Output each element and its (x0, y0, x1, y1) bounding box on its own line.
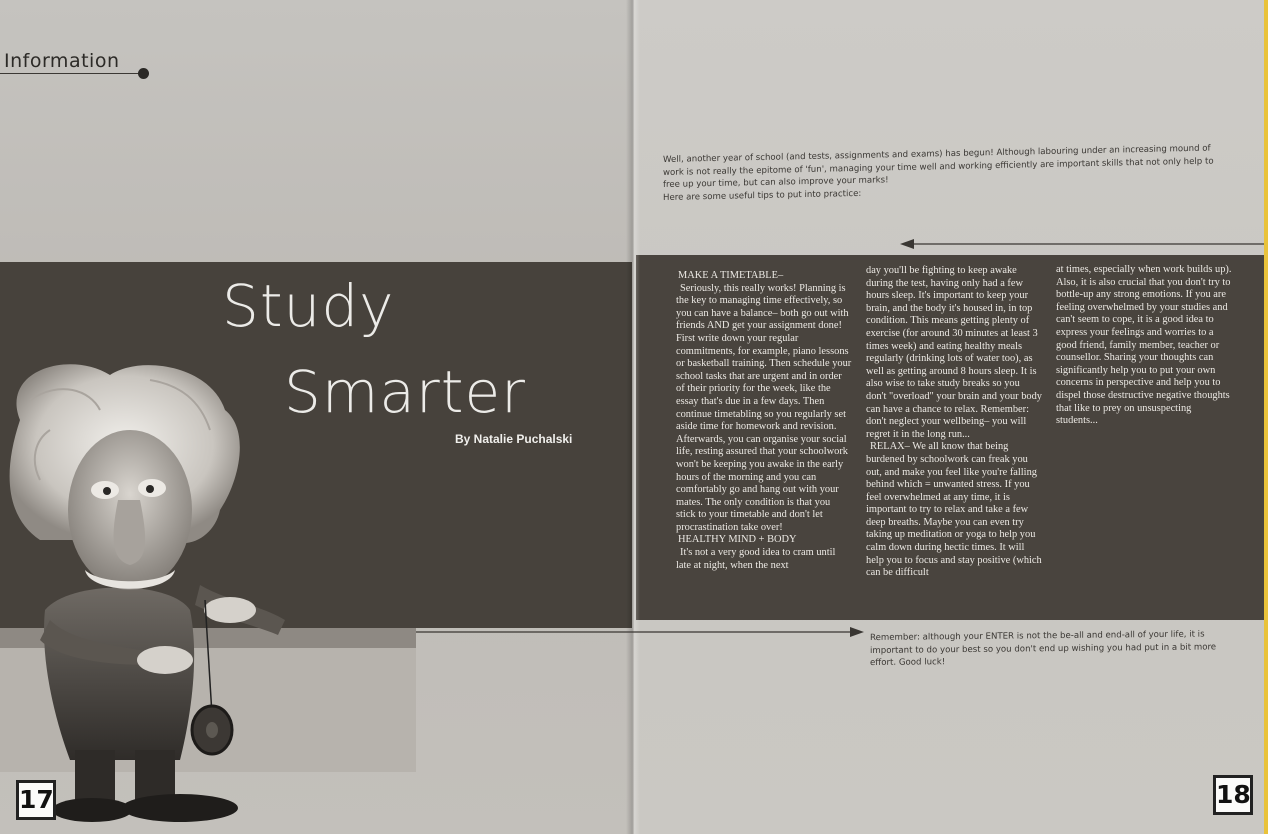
intro-paragraph: Well, another year of school (and tests, assignments and exams) has begun! Although labouring under an increasing mound of work is not really the epitome of 'fun', managing your time well and working efficiently are important skills that not only help to free up your time, but can also improve your marks! (663, 143, 1214, 191)
intro-paragraph: Here are some useful tips to put into practice: (663, 188, 862, 203)
article-column-1 (676, 270, 852, 572)
page-number-left: 17 (16, 780, 56, 820)
column-paragraph: RELAX– We all know that being burdened by schoolwork can freak you out, and make you feel like you're falling behind which = unwanted stress. If you feel overwhelmed at any time, it is important to try to relax and take a few deep breaths. Maybe you can even try taking up meditation or yoga to help you calm down during hectic times. It will help you to focus and stay positive (which can be difficult (866, 441, 1042, 579)
section-rule (0, 73, 140, 74)
section-label: Information (4, 50, 120, 72)
column-paragraph: It's not a very good idea to cram until late at night, when the next (676, 547, 836, 571)
article-byline: By Natalie Puchalski (455, 432, 573, 446)
right-arrow-icon (416, 624, 864, 640)
article-title-line2: Smarter (284, 358, 526, 426)
page-number-right: 18 (1213, 775, 1253, 815)
article-title-line1: Study (222, 272, 395, 340)
article-column-2 (866, 265, 1042, 580)
article-column-3 (1056, 264, 1234, 428)
column-heading: MAKE A TIMETABLE– (678, 270, 784, 281)
column-paragraph: Seriously, this really works! Planning is the key to managing time effectively, so you can have a balance– both go out with friends AND get your assignment done! First write down your regular commitments, for example, piano lessons or basketball training. Then schedule your school tasks that are urgent and in order of their priority for the week, like the essay that's due in a few days. Then continue timetabling so you regularly set aside time for homework and revision. Afterwards, you can organise your social life, resting assured that your schoolwork won't be keeping you awake in the early hours of the morning and you can comfortably go and hang out with your mates. The only condition is that you stick to your timetable and don't let procrastination take over! (676, 282, 852, 533)
column-paragraph: at times, especially when work builds up). Also, it is also crucial that you don't try to bottle-up any strong emotions. If you are feeling overwhelmed by your studies and can't seem to cope, it is a good idea to express your feelings and worries to a good friend, family member, teacher or counsellor. Sharing your thoughts can significantly help you to put your own concerns in perspective and help you to dispel those destructive negative thoughts that like to prey on unsuspecting students... (1056, 264, 1232, 427)
article-outro: Remember: although your ENTER is not the be-all and end-all of your life, it is important to do your best so you don't end up wishing you had put in a bit more effort. Good luck! (870, 629, 1217, 669)
section-dot (138, 68, 149, 79)
einstein-illustration (0, 360, 300, 834)
spine-shadow (626, 0, 640, 834)
column-paragraph: day you'll be fighting to keep awake during the test, having only had a few hours sleep. It's important to keep your brain, and the body it's housed in, in top condition. This means getting plenty of exercise (for around 30 minutes at least 3 times week) and eating healthy meals regularly (drinking lots of water too), as well as getting around 8 hours sleep. It is also wise to take study breaks so you don't "overload" your brain and your body can have a chance to relax. Remember: don't neglect your wellbeing– you will regret it in the long run... (866, 265, 1042, 440)
page-edge (1264, 0, 1268, 834)
left-arrow-icon (900, 236, 1264, 252)
column-heading: HEALTHY MIND + BODY (678, 534, 797, 546)
